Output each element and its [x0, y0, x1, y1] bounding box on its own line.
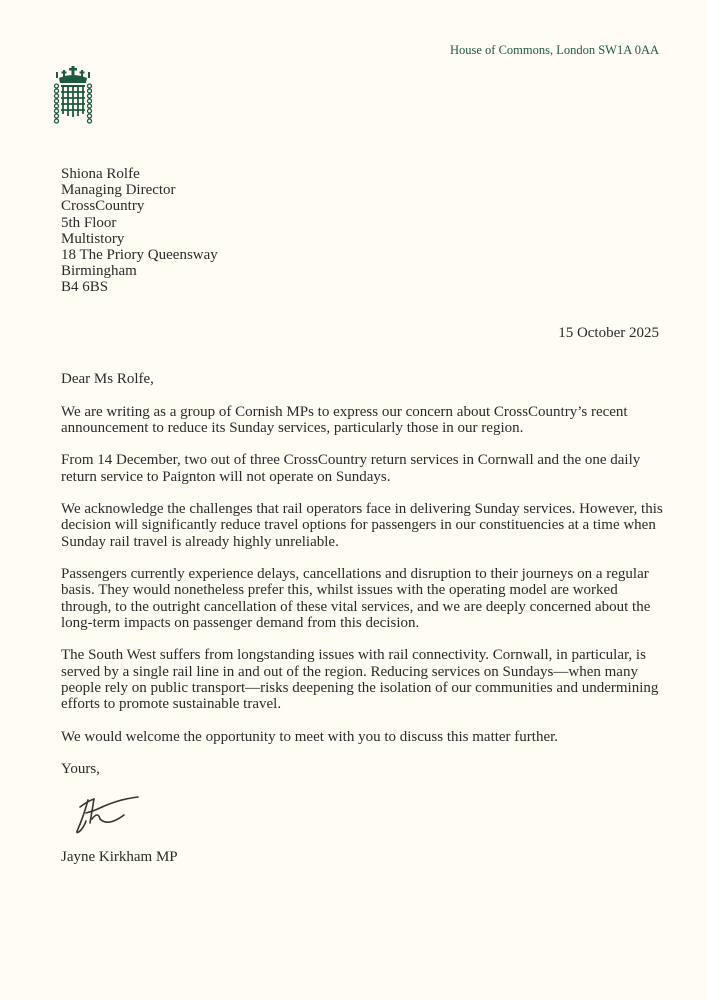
paragraph: The South West suffers from longstanding issues with rail connectivity. Cornwall, in particular, is served by a single rail line in and out of the region. Reducing services on Sundays—when many people rely on public transport—risks deepening the isolation of our communities and undermining efforts to promote sustainable travel. [61, 647, 659, 712]
recipient-line: CrossCountry [61, 198, 145, 215]
letterhead-address: House of Commons, London SW1A 0AA [449, 43, 659, 57]
handwritten-signature-icon [72, 793, 144, 839]
paragraph: We are writing as a group of Cornish MPs to express our concern about CrossCountry’s recent announcement to reduce its Sunday services, particularly those in our region. [61, 403, 628, 436]
recipient-line: Birmingham [61, 263, 137, 280]
recipient-line: Managing Director [61, 182, 176, 199]
letter-date: 15 October 2025 [558, 325, 659, 341]
recipient-line: 5th Floor [61, 214, 117, 231]
salutation: Dear Ms Rolfe, [61, 371, 154, 387]
portcullis-crest-icon [53, 64, 93, 126]
letter-body [61, 371, 671, 794]
recipient-address [61, 166, 218, 296]
recipient-line: Shiona Rolfe [61, 166, 140, 182]
paragraph: We would welcome the opportunity to meet with you to discuss this matter further. [61, 728, 559, 745]
paragraph: Passengers currently experience delays, cancellations and disruption to their journeys on a regular basis. They would nonetheless prefer this, whilst issues with the operating model are worked through, to the outright cancellation of these vital services, and we are deeply concerned about the long-term impacts on passenger demand from this decision. [61, 566, 651, 631]
recipient-line: B4 6BS [61, 279, 109, 296]
closing: Yours, [61, 761, 100, 778]
paragraph: From 14 December, two out of three CrossCountry return services in Cornwall and the one daily return service to Paignton will not operate on Sundays. [61, 452, 641, 485]
recipient-line: 18 The Priory Queensway [61, 247, 218, 264]
signatory-name: Jayne Kirkham MP [61, 849, 178, 865]
paragraph: We acknowledge the challenges that rail operators face in delivering Sunday services. However, this decision will significantly reduce travel options for passengers in our constituencies at a time when Sunday rail travel is already highly unreliable. [61, 501, 663, 550]
recipient-line: Multistory [61, 230, 125, 247]
